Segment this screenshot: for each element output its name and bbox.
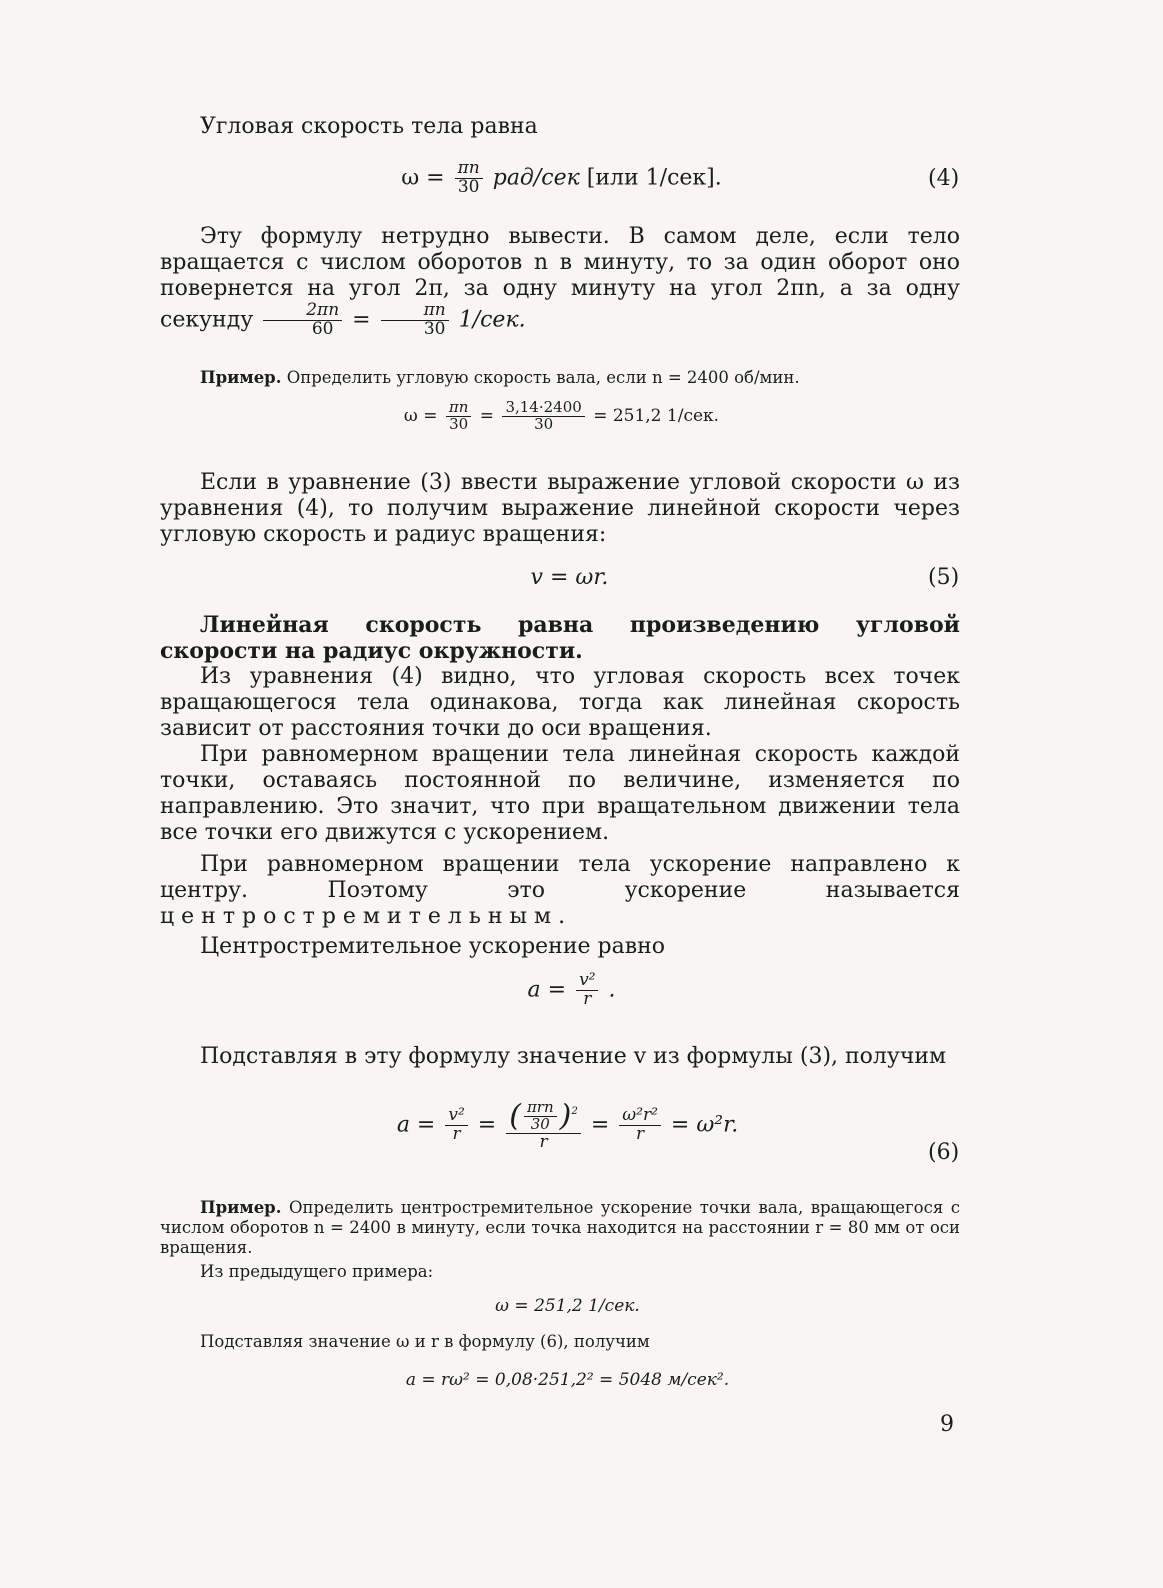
- formula-6-fraction-1-den: r: [452, 1124, 461, 1145]
- example-1-fraction-1: [446, 400, 472, 433]
- derivation-fraction-2: [381, 302, 449, 339]
- example-1-fraction-2-num: 3,14·2400: [502, 400, 584, 417]
- derivation-fraction-1-num: 2πn: [263, 302, 342, 321]
- equation-number-4: (4): [928, 166, 960, 191]
- centripetal-text: При равномерном вращении тела ускорение направлено к центру. Поэтому это ускорение называется: [160, 852, 960, 903]
- paragraph-angular-equal: [160, 664, 960, 742]
- derivation-fraction-1-den: 60: [311, 318, 334, 339]
- formula-6-fraction-3-num: ω²r²: [619, 1107, 661, 1126]
- formula-6-fraction-1-num: v²: [445, 1107, 467, 1126]
- example-2-subst: [160, 1332, 960, 1352]
- derivation-fraction-1: [263, 302, 342, 339]
- formula-4: [0, 160, 1143, 197]
- formula-6-fraction-3: [619, 1107, 661, 1144]
- formula-5: v = ωr.: [530, 565, 609, 590]
- formula-4-num: πn: [455, 160, 483, 179]
- paragraph-uniform-rotation: [160, 742, 960, 846]
- example-1-lhs: ω =: [403, 405, 438, 426]
- formula-4-den: 30: [457, 176, 480, 197]
- example-2-final: a = rω² = 0,08·251,2² = 5048 м/сек².: [405, 1370, 730, 1390]
- formula-6-lhs: a =: [396, 1112, 436, 1138]
- formula-4-unit: рад/сек: [492, 165, 580, 191]
- example-1: [160, 368, 960, 388]
- example-2-prev: [160, 1262, 960, 1282]
- paragraph-centripetal-equals: [160, 934, 960, 960]
- page-number: 9: [940, 1412, 954, 1437]
- paragraph-substitute: [160, 1044, 960, 1070]
- bold-statement: [160, 612, 960, 664]
- example-2-subst-text: Подставляя значение ω и r в формулу (6), получим: [200, 1332, 650, 1351]
- formula-6-equals-1: =: [477, 1112, 497, 1138]
- example-1-equals: =: [479, 405, 495, 426]
- derivation-fraction-2-den: 30: [423, 318, 446, 339]
- formula-6-inner-num: πrn: [524, 1100, 557, 1117]
- formula-6-open-paren: (: [509, 1098, 521, 1134]
- paragraph-derivation: [160, 224, 960, 339]
- example-1-label: Пример.: [200, 368, 282, 387]
- example-2-omega: ω = 251,2 1/сек.: [495, 1296, 640, 1316]
- formula-acceleration-lhs: a =: [527, 977, 567, 1003]
- example-2-text: [160, 1198, 960, 1258]
- formula-acceleration: [0, 972, 1153, 1009]
- example-1-body: Определить угловую скорость вала, если n = 2400 об/мин.: [286, 368, 800, 387]
- formula-4-fraction: [455, 160, 483, 197]
- example-2-prev-text: Из предыдущего примера:: [200, 1262, 434, 1281]
- paragraph-linear-speed-text: Если в уравнение (3) ввести выражение угловой скорости ω из уравнения (4), то получим выражение линейной скорости через угловую скорость и радиус вращения:: [160, 470, 960, 547]
- example-2-label: Пример.: [200, 1198, 282, 1217]
- equation-number-5: (5): [928, 565, 960, 590]
- intro-line: [160, 114, 960, 140]
- formula-6-result: = ω²r.: [670, 1112, 739, 1138]
- formula-6-square: 2: [571, 1106, 578, 1118]
- paragraph-substitute-text: Подставляя в эту формулу значение v из формулы (3), получим: [200, 1044, 947, 1069]
- formula-6-fraction-2-den: r: [539, 1131, 548, 1152]
- example-2: [160, 1198, 960, 1258]
- intro-text: Угловая скорость тела равна: [200, 114, 538, 139]
- formula-6-equals-2: =: [590, 1112, 610, 1138]
- formula-acceleration-tail: .: [608, 977, 616, 1003]
- formula-acceleration-num: v²: [576, 972, 598, 991]
- bold-statement-text: Линейная скорость равна произведению угловой скорости на радиус окружности.: [160, 612, 960, 664]
- paragraph-centripetal-equals-text: Центростремительное ускорение равно: [200, 934, 665, 959]
- paragraph-derivation-text: [160, 224, 960, 339]
- derivation-text: Эту формулу нетрудно вывести. В самом деле, если тело вращается с числом оборотов n в минуту, то за один оборот оно повернется на угол 2π, за одну минуту на угол 2πn, а за одну секунду: [160, 224, 960, 333]
- formula-6-fraction-2: [506, 1100, 581, 1151]
- formula-4-lhs: ω =: [401, 165, 445, 191]
- example-1-fraction-1-num: πn: [446, 400, 472, 417]
- paragraph-centripetal-text: [160, 852, 960, 930]
- equation-number-6: (6): [928, 1140, 960, 1165]
- formula-6-fraction-2-num: [506, 1100, 581, 1134]
- example-1-fraction-2: [502, 400, 584, 433]
- paragraph-centripetal: [160, 852, 960, 930]
- formula-6: [0, 1100, 1149, 1151]
- paragraph-angular-equal-text: Из уравнения (4) видно, что угловая скорость всех точек вращающегося тела одинакова, тогда как линейная скорость зависит от расстояния точки до оси вращения.: [160, 664, 960, 741]
- formula-6-close-paren: ): [559, 1098, 572, 1134]
- formula-4-alt: [или 1/сек].: [586, 165, 722, 191]
- formula-6-fraction-1: [445, 1107, 467, 1144]
- derivation-equals: =: [352, 307, 371, 333]
- paragraph-uniform-rotation-text: При равномерном вращении тела линейная скорость каждой точки, оставаясь постоянной по величине, изменяется по направлению. Это значит, что при вращательном движении тела все точки его движутся с ускорением.: [160, 742, 960, 845]
- derivation-fraction-2-num: πn: [381, 302, 449, 321]
- formula-6-inner-den: 30: [530, 1114, 550, 1133]
- paragraph-linear-speed: [160, 470, 960, 548]
- formula-6-inner-fraction: [524, 1100, 557, 1133]
- example-1-formula: [0, 400, 1143, 433]
- formula-acceleration-den: r: [583, 988, 592, 1009]
- derivation-unit: 1/сек.: [458, 307, 526, 333]
- example-2-body: Определить центростремительное ускорение точки вала, вращающегося с числом оборотов n = 2400 в минуту, если точка находится на расстоянии r = 80 мм от оси вращения.: [160, 1198, 960, 1257]
- example-1-text: [160, 368, 960, 388]
- example-1-fraction-2-den: 30: [534, 414, 554, 433]
- example-1-fraction-1-den: 30: [449, 414, 469, 433]
- formula-6-fraction-3-den: r: [636, 1124, 645, 1145]
- centripetal-term: центростремительным.: [160, 904, 573, 929]
- example-1-result: = 251,2 1/сек.: [593, 405, 720, 426]
- formula-acceleration-fraction: [576, 972, 598, 1009]
